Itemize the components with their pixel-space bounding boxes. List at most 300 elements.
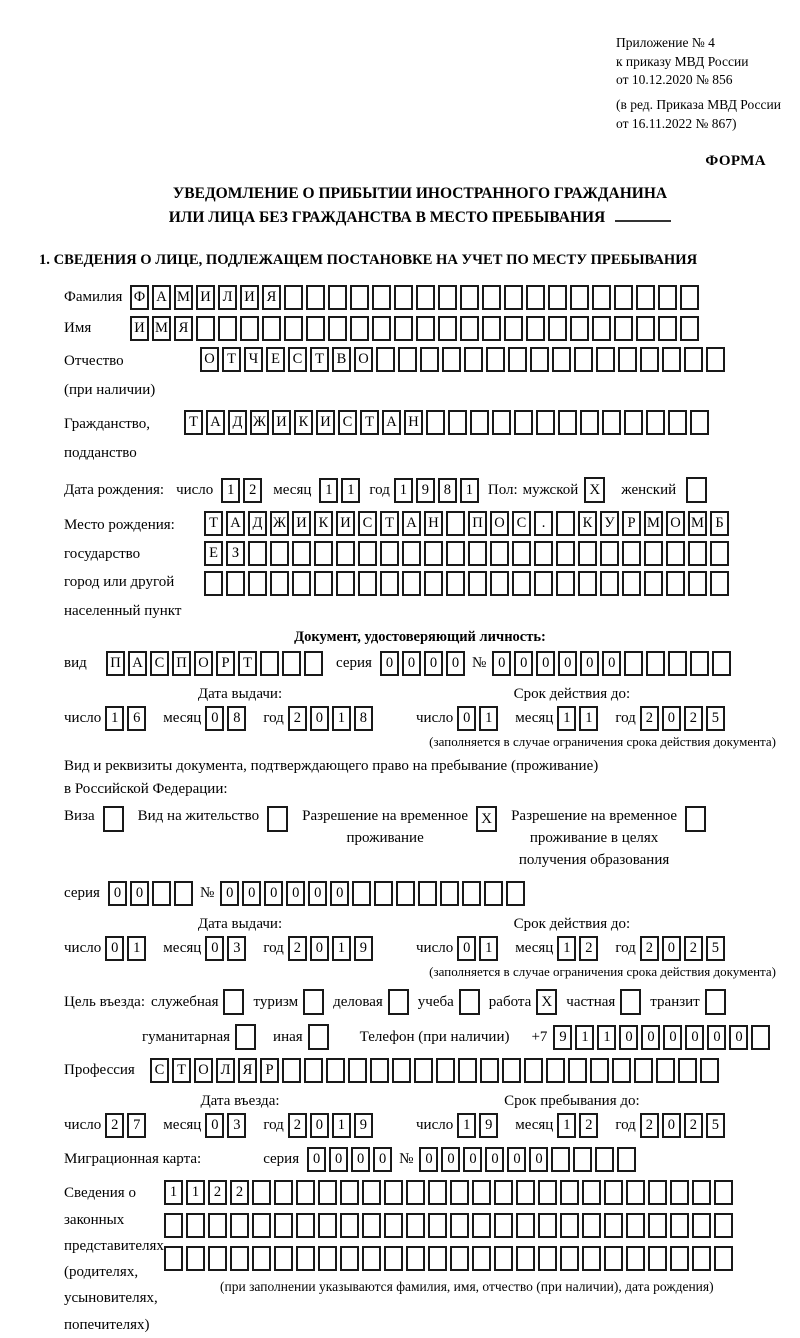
char-cell[interactable]	[318, 1213, 337, 1238]
char-cell[interactable]: И	[336, 511, 355, 536]
char-cell[interactable]: 0	[264, 881, 283, 906]
char-cell[interactable]: 9	[553, 1025, 572, 1050]
char-cell[interactable]	[458, 1058, 477, 1083]
char-cell[interactable]: 0	[205, 1113, 224, 1138]
char-cell[interactable]	[560, 1213, 579, 1238]
char-cell[interactable]	[640, 347, 659, 372]
char-cell[interactable]	[406, 1180, 425, 1205]
char-cell[interactable]	[714, 1213, 733, 1238]
char-cell[interactable]	[450, 1213, 469, 1238]
char-cell[interactable]: 1	[221, 478, 240, 503]
char-cell[interactable]: 2	[640, 1113, 659, 1138]
char-cell[interactable]	[526, 316, 545, 341]
char-cell[interactable]: 0	[514, 651, 533, 676]
char-cell[interactable]: 0	[351, 1147, 370, 1172]
char-cell[interactable]	[710, 541, 729, 566]
char-cell[interactable]	[450, 1246, 469, 1271]
char-cell[interactable]: 0	[330, 881, 349, 906]
char-cell[interactable]	[230, 1213, 249, 1238]
char-cell[interactable]	[336, 541, 355, 566]
char-cell[interactable]	[350, 285, 369, 310]
char-cell[interactable]	[551, 1147, 570, 1172]
char-cell[interactable]: Б	[710, 511, 729, 536]
char-cell[interactable]	[666, 541, 685, 566]
char-cell[interactable]: 0	[641, 1025, 660, 1050]
char-cell[interactable]: 0	[707, 1025, 726, 1050]
char-cell[interactable]: С	[338, 410, 357, 435]
char-cell[interactable]	[614, 316, 633, 341]
char-cell[interactable]: К	[294, 410, 313, 435]
char-cell[interactable]: 0	[380, 651, 399, 676]
char-cell[interactable]	[624, 410, 643, 435]
char-cell[interactable]: 0	[536, 651, 555, 676]
char-cell[interactable]	[552, 347, 571, 372]
char-cell[interactable]	[506, 881, 525, 906]
char-cell[interactable]	[292, 571, 311, 596]
char-cell[interactable]	[548, 316, 567, 341]
char-cell[interactable]: М	[152, 316, 171, 341]
char-cell[interactable]	[692, 1246, 711, 1271]
char-cell[interactable]	[626, 1246, 645, 1271]
char-cell[interactable]	[530, 347, 549, 372]
char-cell[interactable]	[306, 316, 325, 341]
char-cell[interactable]	[570, 316, 589, 341]
char-cell[interactable]: Т	[184, 410, 203, 435]
sluzhebnaya-checkbox[interactable]	[223, 989, 244, 1015]
char-cell[interactable]	[362, 1213, 381, 1238]
char-cell[interactable]	[394, 316, 413, 341]
char-cell[interactable]: 0	[310, 936, 329, 961]
char-cell[interactable]	[296, 1246, 315, 1271]
char-cell[interactable]: 5	[706, 1113, 725, 1138]
char-cell[interactable]	[678, 1058, 697, 1083]
char-cell[interactable]: 0	[441, 1147, 460, 1172]
char-cell[interactable]	[602, 410, 621, 435]
char-cell[interactable]: 1	[557, 936, 576, 961]
char-cell[interactable]	[617, 1147, 636, 1172]
char-cell[interactable]: П	[468, 511, 487, 536]
char-cell[interactable]: С	[512, 511, 531, 536]
char-cell[interactable]	[494, 1213, 513, 1238]
char-cell[interactable]	[350, 316, 369, 341]
char-cell[interactable]	[670, 1180, 689, 1205]
char-cell[interactable]: 2	[579, 1113, 598, 1138]
char-cell[interactable]	[648, 1180, 667, 1205]
char-cell[interactable]	[560, 1180, 579, 1205]
char-cell[interactable]	[690, 410, 709, 435]
char-cell[interactable]	[240, 316, 259, 341]
char-cell[interactable]	[592, 316, 611, 341]
char-cell[interactable]: И	[240, 285, 259, 310]
char-cell[interactable]: М	[174, 285, 193, 310]
char-cell[interactable]: 2	[288, 706, 307, 731]
char-cell[interactable]: 8	[354, 706, 373, 731]
char-cell[interactable]: 9	[354, 1113, 373, 1138]
char-cell[interactable]	[252, 1246, 271, 1271]
char-cell[interactable]: 0	[205, 706, 224, 731]
char-cell[interactable]	[376, 347, 395, 372]
char-cell[interactable]	[514, 410, 533, 435]
char-cell[interactable]: 0	[419, 1147, 438, 1172]
char-cell[interactable]	[618, 347, 637, 372]
char-cell[interactable]: 2	[288, 1113, 307, 1138]
char-cell[interactable]	[612, 1058, 631, 1083]
char-cell[interactable]	[573, 1147, 592, 1172]
char-cell[interactable]: 0	[619, 1025, 638, 1050]
char-cell[interactable]	[646, 410, 665, 435]
char-cell[interactable]	[656, 1058, 675, 1083]
char-cell[interactable]	[318, 1180, 337, 1205]
delovaya-checkbox[interactable]	[388, 989, 409, 1015]
char-cell[interactable]: Я	[174, 316, 193, 341]
char-cell[interactable]: Т	[360, 410, 379, 435]
char-cell[interactable]	[296, 1180, 315, 1205]
char-cell[interactable]	[438, 316, 457, 341]
char-cell[interactable]	[582, 1213, 601, 1238]
char-cell[interactable]	[668, 410, 687, 435]
char-cell[interactable]	[340, 1213, 359, 1238]
char-cell[interactable]: 2	[640, 706, 659, 731]
char-cell[interactable]	[644, 571, 663, 596]
char-cell[interactable]	[751, 1025, 770, 1050]
char-cell[interactable]	[582, 1180, 601, 1205]
char-cell[interactable]: Р	[260, 1058, 279, 1083]
char-cell[interactable]	[670, 1246, 689, 1271]
char-cell[interactable]	[252, 1213, 271, 1238]
char-cell[interactable]	[680, 316, 699, 341]
char-cell[interactable]	[230, 1246, 249, 1271]
char-cell[interactable]: А	[226, 511, 245, 536]
char-cell[interactable]	[248, 571, 267, 596]
char-cell[interactable]	[546, 1058, 565, 1083]
char-cell[interactable]	[314, 541, 333, 566]
char-cell[interactable]	[604, 1213, 623, 1238]
char-cell[interactable]: О	[200, 347, 219, 372]
char-cell[interactable]	[418, 881, 437, 906]
char-cell[interactable]	[208, 1213, 227, 1238]
char-cell[interactable]: В	[332, 347, 351, 372]
char-cell[interactable]: 1	[457, 1113, 476, 1138]
female-checkbox[interactable]	[686, 477, 707, 503]
char-cell[interactable]	[526, 285, 545, 310]
char-cell[interactable]	[578, 541, 597, 566]
char-cell[interactable]	[340, 1246, 359, 1271]
char-cell[interactable]	[370, 1058, 389, 1083]
char-cell[interactable]	[494, 1246, 513, 1271]
char-cell[interactable]	[426, 410, 445, 435]
char-cell[interactable]: 0	[329, 1147, 348, 1172]
char-cell[interactable]: 2	[684, 706, 703, 731]
char-cell[interactable]	[582, 1246, 601, 1271]
char-cell[interactable]	[270, 541, 289, 566]
char-cell[interactable]: С	[358, 511, 377, 536]
male-checkbox[interactable]: X	[584, 477, 605, 503]
char-cell[interactable]	[318, 1246, 337, 1271]
char-cell[interactable]	[446, 571, 465, 596]
char-cell[interactable]	[464, 347, 483, 372]
tranzit-checkbox[interactable]	[705, 989, 726, 1015]
char-cell[interactable]	[424, 571, 443, 596]
char-cell[interactable]	[396, 881, 415, 906]
char-cell[interactable]	[352, 881, 371, 906]
char-cell[interactable]: Я	[262, 285, 281, 310]
char-cell[interactable]: С	[150, 1058, 169, 1083]
char-cell[interactable]	[428, 1180, 447, 1205]
char-cell[interactable]: 0	[662, 1113, 681, 1138]
char-cell[interactable]: 1	[105, 706, 124, 731]
char-cell[interactable]	[468, 571, 487, 596]
char-cell[interactable]: 1	[557, 1113, 576, 1138]
char-cell[interactable]: 1	[186, 1180, 205, 1205]
char-cell[interactable]: А	[382, 410, 401, 435]
char-cell[interactable]: П	[106, 651, 125, 676]
char-cell[interactable]	[706, 347, 725, 372]
char-cell[interactable]: О	[666, 511, 685, 536]
char-cell[interactable]	[648, 1213, 667, 1238]
char-cell[interactable]: О	[490, 511, 509, 536]
char-cell[interactable]: 0	[424, 651, 443, 676]
char-cell[interactable]	[490, 571, 509, 596]
char-cell[interactable]	[472, 1180, 491, 1205]
char-cell[interactable]: 0	[663, 1025, 682, 1050]
char-cell[interactable]: 1	[127, 936, 146, 961]
char-cell[interactable]	[580, 410, 599, 435]
char-cell[interactable]	[436, 1058, 455, 1083]
char-cell[interactable]	[692, 1180, 711, 1205]
char-cell[interactable]	[468, 541, 487, 566]
char-cell[interactable]: 5	[706, 706, 725, 731]
char-cell[interactable]: 9	[354, 936, 373, 961]
residence-permit-checkbox[interactable]	[267, 806, 288, 832]
char-cell[interactable]	[574, 347, 593, 372]
char-cell[interactable]: А	[152, 285, 171, 310]
char-cell[interactable]	[392, 1058, 411, 1083]
char-cell[interactable]	[626, 1180, 645, 1205]
visa-checkbox[interactable]	[103, 806, 124, 832]
char-cell[interactable]: 1	[394, 478, 413, 503]
char-cell[interactable]	[710, 571, 729, 596]
char-cell[interactable]: 0	[580, 651, 599, 676]
char-cell[interactable]: Ж	[250, 410, 269, 435]
char-cell[interactable]	[538, 1246, 557, 1271]
inaya-checkbox[interactable]	[308, 1024, 329, 1050]
char-cell[interactable]	[438, 285, 457, 310]
char-cell[interactable]: 0	[205, 936, 224, 961]
char-cell[interactable]	[482, 285, 501, 310]
char-cell[interactable]	[274, 1180, 293, 1205]
char-cell[interactable]: 1	[341, 478, 360, 503]
char-cell[interactable]: 0	[130, 881, 149, 906]
char-cell[interactable]: 0	[402, 651, 421, 676]
char-cell[interactable]	[712, 651, 731, 676]
char-cell[interactable]: Р	[216, 651, 235, 676]
char-cell[interactable]: 2	[684, 1113, 703, 1138]
char-cell[interactable]: Ф	[130, 285, 149, 310]
char-cell[interactable]: И	[130, 316, 149, 341]
char-cell[interactable]: И	[316, 410, 335, 435]
char-cell[interactable]	[384, 1246, 403, 1271]
char-cell[interactable]: 0	[662, 706, 681, 731]
char-cell[interactable]: Т	[310, 347, 329, 372]
gumanitarnaya-checkbox[interactable]	[235, 1024, 256, 1050]
char-cell[interactable]: 0	[373, 1147, 392, 1172]
char-cell[interactable]	[174, 881, 193, 906]
char-cell[interactable]	[358, 571, 377, 596]
char-cell[interactable]	[680, 285, 699, 310]
char-cell[interactable]: 1	[575, 1025, 594, 1050]
char-cell[interactable]	[304, 651, 323, 676]
char-cell[interactable]: У	[600, 511, 619, 536]
char-cell[interactable]	[472, 1246, 491, 1271]
char-cell[interactable]: .	[534, 511, 553, 536]
char-cell[interactable]	[604, 1180, 623, 1205]
char-cell[interactable]	[504, 316, 523, 341]
char-cell[interactable]	[380, 571, 399, 596]
char-cell[interactable]: А	[402, 511, 421, 536]
char-cell[interactable]: Л	[218, 285, 237, 310]
char-cell[interactable]	[622, 571, 641, 596]
char-cell[interactable]	[626, 1213, 645, 1238]
char-cell[interactable]	[362, 1180, 381, 1205]
char-cell[interactable]	[348, 1058, 367, 1083]
char-cell[interactable]	[524, 1058, 543, 1083]
char-cell[interactable]	[516, 1246, 535, 1271]
char-cell[interactable]: 0	[492, 651, 511, 676]
char-cell[interactable]	[362, 1246, 381, 1271]
char-cell[interactable]	[636, 316, 655, 341]
char-cell[interactable]	[644, 541, 663, 566]
char-cell[interactable]: 0	[310, 706, 329, 731]
char-cell[interactable]	[684, 347, 703, 372]
char-cell[interactable]: 0	[242, 881, 261, 906]
char-cell[interactable]	[204, 571, 223, 596]
char-cell[interactable]: 1	[164, 1180, 183, 1205]
char-cell[interactable]	[262, 316, 281, 341]
char-cell[interactable]: 0	[662, 936, 681, 961]
char-cell[interactable]	[384, 1180, 403, 1205]
char-cell[interactable]	[658, 285, 677, 310]
char-cell[interactable]: 5	[706, 936, 725, 961]
char-cell[interactable]: Ч	[244, 347, 263, 372]
char-cell[interactable]	[446, 511, 465, 536]
char-cell[interactable]	[402, 571, 421, 596]
char-cell[interactable]: 9	[479, 1113, 498, 1138]
char-cell[interactable]	[304, 1058, 323, 1083]
char-cell[interactable]: 1	[332, 936, 351, 961]
char-cell[interactable]	[164, 1213, 183, 1238]
char-cell[interactable]	[420, 347, 439, 372]
char-cell[interactable]	[248, 541, 267, 566]
char-cell[interactable]	[692, 1213, 711, 1238]
char-cell[interactable]	[260, 651, 279, 676]
char-cell[interactable]	[314, 571, 333, 596]
char-cell[interactable]	[622, 541, 641, 566]
char-cell[interactable]: Т	[204, 511, 223, 536]
char-cell[interactable]	[186, 1246, 205, 1271]
char-cell[interactable]: И	[292, 511, 311, 536]
char-cell[interactable]: 0	[286, 881, 305, 906]
char-cell[interactable]: 0	[308, 881, 327, 906]
char-cell[interactable]: П	[172, 651, 191, 676]
char-cell[interactable]: Н	[404, 410, 423, 435]
char-cell[interactable]	[416, 316, 435, 341]
char-cell[interactable]	[414, 1058, 433, 1083]
char-cell[interactable]	[428, 1246, 447, 1271]
char-cell[interactable]	[492, 410, 511, 435]
char-cell[interactable]	[402, 541, 421, 566]
char-cell[interactable]	[534, 541, 553, 566]
char-cell[interactable]	[480, 1058, 499, 1083]
char-cell[interactable]: 1	[579, 706, 598, 731]
char-cell[interactable]: И	[272, 410, 291, 435]
char-cell[interactable]	[714, 1246, 733, 1271]
char-cell[interactable]	[604, 1246, 623, 1271]
char-cell[interactable]	[292, 541, 311, 566]
char-cell[interactable]	[592, 285, 611, 310]
char-cell[interactable]	[596, 347, 615, 372]
char-cell[interactable]	[282, 651, 301, 676]
char-cell[interactable]: Е	[204, 541, 223, 566]
char-cell[interactable]	[646, 651, 665, 676]
char-cell[interactable]	[668, 651, 687, 676]
char-cell[interactable]: 6	[127, 706, 146, 731]
char-cell[interactable]	[380, 541, 399, 566]
char-cell[interactable]: 0	[105, 936, 124, 961]
char-cell[interactable]	[372, 316, 391, 341]
char-cell[interactable]	[670, 1213, 689, 1238]
char-cell[interactable]	[340, 1180, 359, 1205]
char-cell[interactable]	[186, 1213, 205, 1238]
char-cell[interactable]	[406, 1213, 425, 1238]
char-cell[interactable]: Т	[380, 511, 399, 536]
char-cell[interactable]	[274, 1246, 293, 1271]
char-cell[interactable]: 0	[558, 651, 577, 676]
char-cell[interactable]	[394, 285, 413, 310]
char-cell[interactable]: 0	[457, 936, 476, 961]
ucheba-checkbox[interactable]	[459, 989, 480, 1015]
char-cell[interactable]	[164, 1246, 183, 1271]
char-cell[interactable]: К	[314, 511, 333, 536]
char-cell[interactable]	[448, 410, 467, 435]
char-cell[interactable]: 2	[230, 1180, 249, 1205]
char-cell[interactable]	[446, 541, 465, 566]
char-cell[interactable]	[328, 285, 347, 310]
char-cell[interactable]: 1	[332, 706, 351, 731]
char-cell[interactable]	[484, 881, 503, 906]
char-cell[interactable]	[634, 1058, 653, 1083]
char-cell[interactable]: М	[644, 511, 663, 536]
char-cell[interactable]	[494, 1180, 513, 1205]
char-cell[interactable]	[460, 285, 479, 310]
char-cell[interactable]: З	[226, 541, 245, 566]
char-cell[interactable]: 1	[460, 478, 479, 503]
rabota-checkbox[interactable]: X	[536, 989, 557, 1015]
char-cell[interactable]	[648, 1246, 667, 1271]
char-cell[interactable]: Т	[222, 347, 241, 372]
char-cell[interactable]: 2	[288, 936, 307, 961]
char-cell[interactable]	[516, 1180, 535, 1205]
char-cell[interactable]: 2	[640, 936, 659, 961]
char-cell[interactable]: 2	[579, 936, 598, 961]
char-cell[interactable]: Е	[266, 347, 285, 372]
char-cell[interactable]: Я	[238, 1058, 257, 1083]
char-cell[interactable]	[440, 881, 459, 906]
char-cell[interactable]: 0	[446, 651, 465, 676]
char-cell[interactable]	[284, 316, 303, 341]
char-cell[interactable]	[600, 571, 619, 596]
char-cell[interactable]: 7	[127, 1113, 146, 1138]
char-cell[interactable]	[556, 511, 575, 536]
